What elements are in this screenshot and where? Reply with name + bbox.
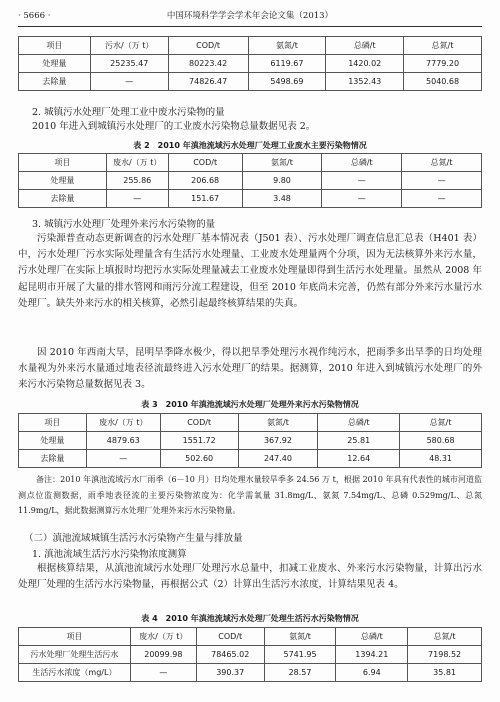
column-header: COD/t [160,414,238,432]
table-row [19,73,482,91]
column-header: COD/t [168,37,248,55]
table-cell: 3.48 [242,190,322,208]
column-header: 项目 [19,37,91,55]
table-cell: 247.40 [238,450,318,468]
table-cell: 28.57 [264,664,336,682]
section-heading: （二）滇池流域城镇生活污水污染物产生量与排放量 [24,533,243,544]
column-header: 总氮/t [404,37,482,55]
table-cell: 6119.67 [248,55,326,73]
table-cell: 48.31 [400,450,482,468]
table-cell: 20099.98 [130,646,196,664]
table-cell: 4879.63 [86,432,160,450]
column-header: 废水/（万 t） [106,154,168,172]
table-cell: 25.81 [318,432,400,450]
page-header [18,8,482,24]
header-rule [18,26,482,27]
section-heading: 2. 城镇污水处理厂处理工业中废水污染物的量 [32,107,225,118]
table-cell: — [130,664,196,682]
column-header: 总磷/t [336,628,408,646]
journal-title: 中国环境科学学会学术年会论文集（2013） [166,11,334,21]
table-3 [18,413,482,468]
table-cell: — [402,172,482,190]
paragraph: 2010 年进入到城镇污水处理厂的工业废水污染物总量数据见表 2。 [32,121,316,132]
table-cell: 1551.72 [160,432,238,450]
table-header-row [19,37,482,55]
column-header: 氨氮/t [238,414,318,432]
table-row [19,646,482,664]
column-header: 总氮/t [408,628,482,646]
table-cell: 255.86 [106,172,168,190]
column-header: 总磷/t [322,154,402,172]
table-cell: 1394.21 [336,646,408,664]
column-header: 废水/（万 t） [86,414,160,432]
column-header: 氨氮/t [248,37,326,55]
table-cell: 6.94 [336,664,408,682]
table-cell: — [322,172,402,190]
page-number: · 5666 · [18,11,51,21]
section-heading: 3. 城镇污水处理厂处理外来污水污染物的量 [32,219,216,230]
paragraph: 污染源普查动态更新调查的污水处理厂基本情况表（J501 表）、污水处理厂调查信息汇总表（H401 表）中，污水处理厂污水实际处理量含有生活污水处理量、工业废水处理量两个分项，因为无法核算外来污水量，污水处理厂在实际上填报时均把污水实际处理量减去工业废水处理量即得到生活污水处理量。虽然从 2008 年起昆明市开展了大量的排水管网和雨污分流工程建设，但至 2010 年底尚未完善，仍然有部分外来污水量污水处理厂。缺失外来污水的相关核算，必然引起最终核算结果的失真。 [18,233,482,309]
table-cell: 1352.43 [326,73,404,91]
table-cell: 9.80 [242,172,322,190]
table-cell: 1420.02 [326,55,404,73]
table-cell: 5040.68 [404,73,482,91]
table-row [19,190,482,208]
table-header-row [19,414,482,432]
column-header: COD/t [168,154,242,172]
table-cell: 生活污水浓度（mg/L） [19,664,131,682]
table-cell: — [86,450,160,468]
table-4 [18,627,482,682]
table-cell: 74826.47 [168,73,248,91]
paragraph: 因 2010 年西南大旱，昆明旱季降水极少，得以把旱季处理污水视作纯污水，把雨季多出旱季的日均处理水量视为外来污水量通过地表径流最终进入污水处理厂的结果。据测算，2010 年进入到城镇污水处理厂的外来污水污染物总量数据见表 3。 [18,347,482,391]
table-cell: 处理量 [19,172,107,190]
column-header: 项目 [19,154,107,172]
table-cell: 390.37 [196,664,264,682]
table-cell: 处理量 [19,55,91,73]
column-header: 废水/（万 t） [130,628,196,646]
table-cell: 35.81 [408,664,482,682]
table-cell: — [402,190,482,208]
table-row [19,432,482,450]
paragraph: 根据核算结果，从滇池流域污水处理厂处理污水总量中，扣减工业废水、外来污水污染物量，计算出污水处理厂处理的生活污水污染物量，再根据公式（2）计算出生活污水浓度，计算结果见表 4。 [18,563,482,591]
column-header: 项目 [19,628,131,646]
table-2 [18,153,482,208]
table-cell: 206.68 [168,172,242,190]
table-cell: 去除量 [19,73,91,91]
table-cell: 367.92 [238,432,318,450]
table-cell: 处理量 [19,432,87,450]
table-cell: 80223.42 [168,55,248,73]
table-caption: 表 2 2010 年滇池流域污水处理厂处理工业废水主要污染物情况 [133,141,367,150]
subsection-heading: 1. 滇池流域生活污水污染物浓度测算 [32,549,187,560]
column-header: 污水/（万 t） [90,37,168,55]
column-header: 总磷/t [326,37,404,55]
table-cell: 5741.95 [264,646,336,664]
table-cell: 去除量 [19,450,87,468]
table-cell: 5498.69 [248,73,326,91]
table-cell: 7779.20 [404,55,482,73]
table-header-row [19,628,482,646]
column-header: COD/t [196,628,264,646]
table-cell: — [106,190,168,208]
table-cell: 78465.02 [196,646,264,664]
table-cell: 污水处理厂处理生活污水 [19,646,131,664]
column-header: 总氮/t [400,414,482,432]
table-cell: — [322,190,402,208]
table-cell: 580.68 [400,432,482,450]
column-header: 总氮/t [402,154,482,172]
table-cell: — [90,73,168,91]
table-cell: 25235.47 [90,55,168,73]
table-cell: 去除量 [19,190,107,208]
table-note: 备注：2010 年滇池流域污水厂雨季（6－10 月）日均处理水量较旱季多 24.56 万 t，根据 2010 年具有代表性的城市河道监测点位监测数据，雨季地表径流的主要污染物浓度为：化学需氧量 31.8mg/L、氨氮 7.54mg/L、总磷 0.529mg/L、总氮 11.9mg/L，据此数据测算污水处理厂处理外来污水污染物量。 [18,475,482,515]
table-row [19,450,482,468]
table-cell: 7198.52 [408,646,482,664]
table-cell: 12.64 [318,450,400,468]
table-row [19,55,482,73]
table-1 [18,36,482,91]
column-header: 氨氮/t [242,154,322,172]
table-cell: 502.60 [160,450,238,468]
column-header: 氨氮/t [264,628,336,646]
column-header: 总磷/t [318,414,400,432]
table-caption: 表 3 2010 年滇池流域污水处理厂处理外来污水污染物情况 [141,400,359,409]
table-row [19,664,482,682]
table-cell: 151.67 [168,190,242,208]
table-caption: 表 4 2010 年滇池流域污水处理厂处理生活污水污染物情况 [141,614,359,623]
table-row [19,172,482,190]
column-header: 项目 [19,414,87,432]
table-header-row [19,154,482,172]
